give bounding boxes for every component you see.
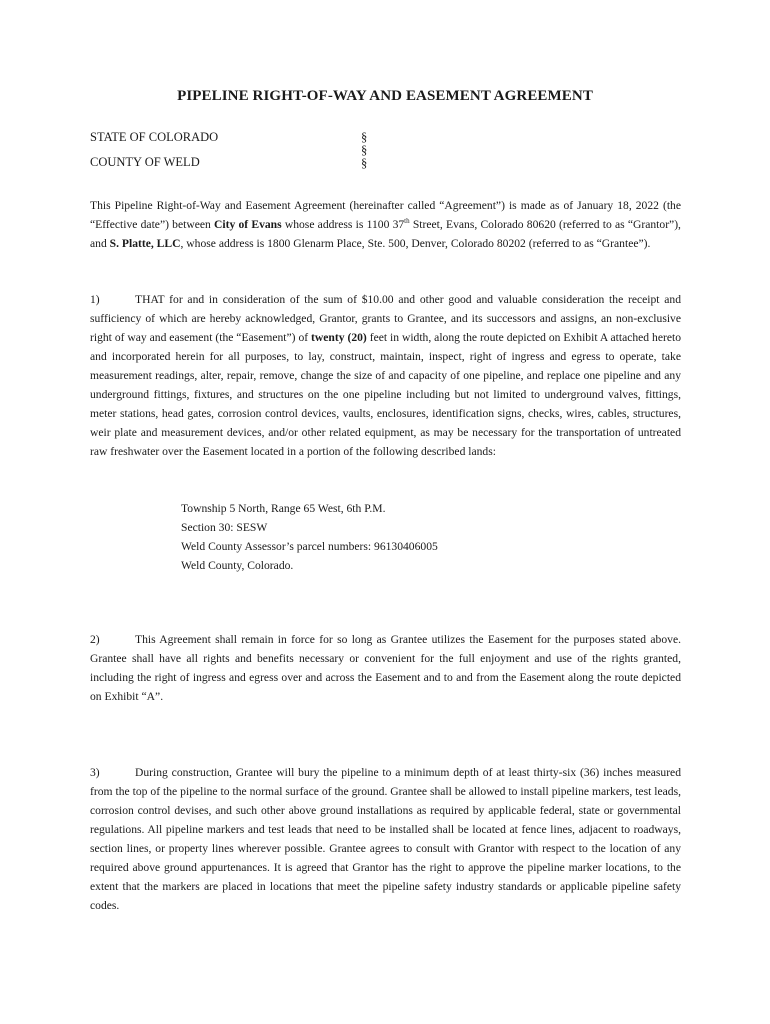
clause-1: 1) THAT for and in consideration of the sum of $10.00 and other good and valuable consideration the receipt and sufficiency of which are hereby acknowledged, Grantor, grants to Grantee, and its successors and assigns, an non-exclusive right of way and easement (the “Easement”) of twenty (20) feet in width, along the route depicted on Exhibit A attached hereto and incorporated herein for all purposes, to lay, construct, maintain, inspect, right of ingress and egress to operate, take measurement readings, alter, repair, remove, change the size of and capacity of one pipeline, and replace one pipeline and any underground fittings, fixtures, and structures on the one pipeline including but not limited to underground valves, fittings, meter stations, head gates, corrosion control devices, vaults, enclosures, identification signs, checks, wires, cables, structures, weir plate and measurement devices, and/or other related equipment, as may be necessary for the transportation of untreated raw freshwater over the Easement located in a portion of the following described lands: bbox=[90, 290, 681, 461]
clause-number: 2) bbox=[90, 633, 100, 646]
clause-number: 1) bbox=[90, 293, 100, 306]
legal-description bbox=[181, 499, 438, 575]
section-mark: § bbox=[361, 130, 368, 144]
intro-paragraph: This Pipeline Right-of-Way and Easement Agreement (hereinafter called “Agreement”) is made as of January 18, 2022 (the “Effective date”) between City of Evans whose address is 1100 37th Street, Evans, Colorado 80620 (referred to as “Grantor”), and S. Platte, LLC, whose address is 1800 Glenarm Place, Ste. 500, Denver, Colorado 80202 (referred to as “Grantee”). bbox=[90, 199, 681, 250]
section-mark: § bbox=[361, 143, 368, 157]
clause-3: 3) During construction, Grantee will bury the pipeline to a minimum depth of at least thirty-six (36) inches measured from the top of the pipeline to the normal surface of the ground. Grantee shall be allowed to install pipeline markers, test leads, corrosion control devises, and such other above ground installations as required by applicable federal, state or governmental regulations. All pipeline markers and test leads that need to be installed shall be located at fence lines, adjacent to roadways, section lines, or property lines wherever possible. Grantee agrees to consult with Grantor with respect to the location of any required above ground appurtenances. It is agreed that Grantor has the right to approve the pipeline marker locations, to the extent that the markers are placed in locations that meet the pipeline safety industry standards or applicable pipeline safety codes. bbox=[90, 763, 681, 915]
legal-line: Section 30: SESW bbox=[181, 521, 268, 534]
document-title: PIPELINE RIGHT-OF-WAY AND EASEMENT AGREEMENT bbox=[177, 88, 593, 104]
legal-line: Weld County, Colorado. bbox=[181, 559, 294, 572]
section-mark: § bbox=[361, 156, 368, 170]
legal-line: Weld County Assessor’s parcel numbers: 96130406005 bbox=[181, 540, 438, 553]
grantor-name: City of Evans bbox=[214, 218, 282, 231]
legal-line: Township 5 North, Range 65 West, 6th P.M. bbox=[181, 502, 386, 515]
venue-county: COUNTY OF WELD bbox=[90, 155, 200, 169]
clause-2: 2) This Agreement shall remain in force for so long as Grantee utilizes the Easement for the purposes stated above. Grantee shall have all rights and benefits necessary or convenient for the full enjoyment and use of the rights granted, including the right of ingress and egress over and across the Easement and to and from the Easement along the route depicted on Exhibit “A”. bbox=[90, 630, 681, 706]
clause-number: 3) bbox=[90, 766, 100, 779]
venue-state: STATE OF COLORADO bbox=[90, 130, 219, 144]
grantee-name: S. Platte, LLC bbox=[109, 237, 181, 250]
easement-width: twenty (20) bbox=[311, 331, 367, 344]
